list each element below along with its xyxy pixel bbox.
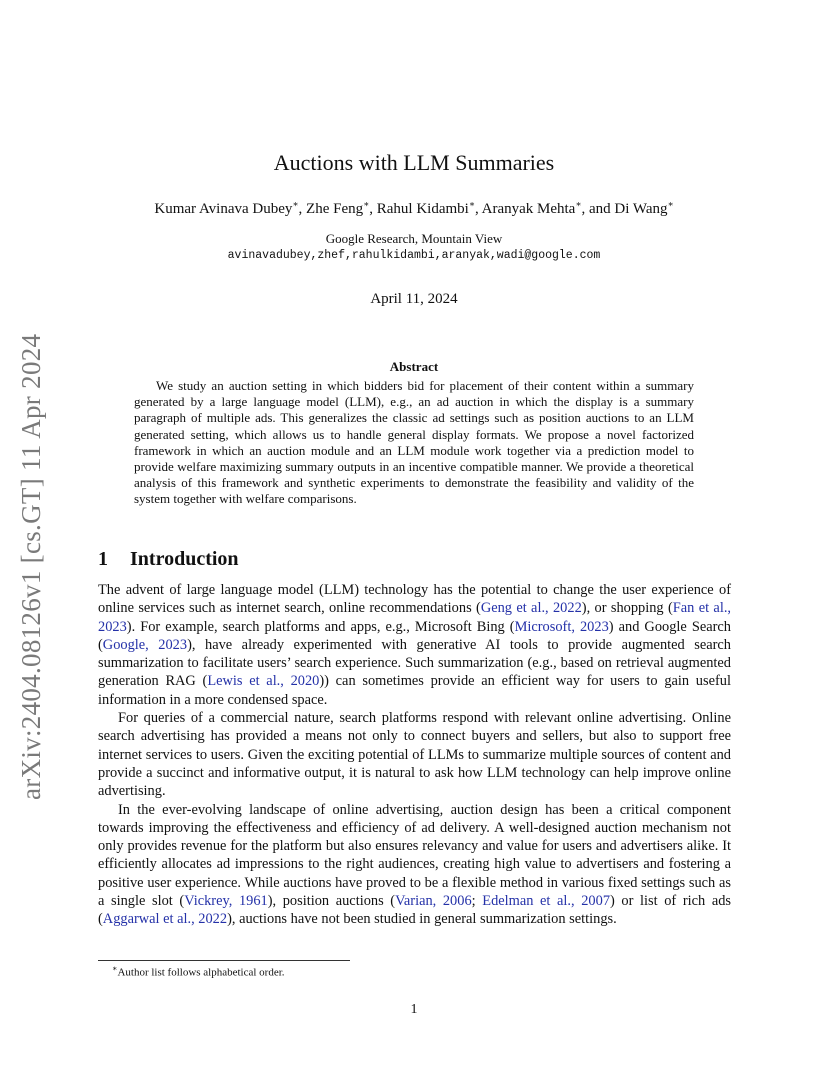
abstract-text: We study an auction setting in which bidders bid for placement of their content within a summary generated by a large language model (LLM), e.g., an ad auction in which the display is a summary paragraph of multiple ads. This generalizes the classic ad settings such as position auctions to an LLM generated setting, which allows us to handle general display formats. We propose a novel factorized framework in which an auction module and an LLM module work together via a prediction model to provide welfare maximizing summary outputs in an incentive compatible manner. We provide a theoretical analysis of this framework and synthetic experiments to demonstrate the feasibility and validity of the system together with welfare comparisons. (134, 378, 694, 507)
section-number: 1 (98, 548, 108, 570)
paragraph-2: For queries of a commercial nature, search platforms respond with relevant online advertising. Online search advertising has provided a means not only to connect buyers and sellers, but also to support free internet services to users. Given the exciting potential of LLMs to summarize multiple sources of content and provide a succinct and informative output, it is natural to ask how LLM technology can help improve online advertising. (98, 710, 731, 800)
introduction-body (98, 581, 731, 929)
author-name: Kumar Avinava Dubey (154, 201, 293, 217)
author-footnote-mark: ∗ (575, 199, 582, 209)
author-list (0, 199, 828, 218)
section-title: Introduction (130, 548, 239, 570)
citation-link[interactable]: Google, 2023 (102, 636, 188, 653)
author-footnote-mark: ∗ (667, 199, 674, 209)
paragraph-1 (98, 581, 731, 709)
section-heading (98, 548, 239, 571)
citation-link[interactable]: Vickrey, 1961 (184, 893, 268, 910)
abstract-heading: Abstract (389, 359, 439, 374)
footnote-mark: ∗ (112, 964, 118, 973)
citation-link[interactable]: Lewis et al., 2020 (207, 673, 320, 690)
author-footnote-mark: ∗ (468, 199, 475, 209)
paragraph-text: ), have already experimented with generative AI tools to provide augmented search summarization to facilitate users’ search experience. Such summarization (e.g., based on retrieval augmented generation RAG ( (98, 636, 731, 690)
author-footnote-mark: ∗ (363, 199, 370, 209)
author-separator: , (369, 201, 377, 217)
arxiv-identifier-stamp[interactable]: arXiv:2404.08126v1 [cs.GT] 11 Apr 2024 (16, 333, 46, 800)
paragraph-text: ) or list of rich ads ( (98, 893, 731, 928)
paper-date: April 11, 2024 (370, 291, 458, 307)
page-number: 1 (410, 1002, 418, 1017)
paragraph-text: In the ever-evolving landscape of online advertising, auction design has been a critical component towards improving the effectiveness and efficiency of ad delivery. A well-designed auction mechanism not only provides revenue for the platform but also ensures relevancy and value for users and advertisers alike. It efficiently allocates ad impressions to the right audiences, creating high value to advertisers and fostering a positive user experience. While auctions have proved to be a flexible method in various fixed settings such as a single slot ( (98, 801, 731, 910)
author-emails: avinavadubey,zhef,rahulkidambi,aranyak,wadi@google.com (227, 249, 601, 262)
footnote (112, 964, 285, 979)
footnote-rule (98, 960, 350, 961)
paragraph-text: ). For example, search platforms and apps, e.g., Microsoft Bing ( (126, 618, 515, 635)
paragraph-text: ), auctions have not been studied in general summarization settings. (227, 911, 617, 928)
author-name: Di Wang (614, 201, 668, 217)
affiliation: Google Research, Mountain View (325, 231, 503, 246)
author-name: Zhe Feng (306, 201, 364, 217)
paper-title: Auctions with LLM Summaries (273, 150, 555, 175)
citation-link[interactable]: Aggarwal et al., 2022 (102, 911, 228, 928)
footnote-text: Author list follows alphabetical order. (117, 966, 285, 979)
author-separator: , and (581, 201, 615, 217)
citation-link[interactable]: Geng et al., 2022 (480, 600, 582, 617)
citation-link[interactable]: Fan et al., 2023 (98, 600, 732, 635)
citation-link[interactable]: Varian, 2006 (395, 893, 472, 910)
citation-link[interactable]: Microsoft, 2023 (514, 618, 609, 635)
author-name: Aranyak Mehta (481, 201, 576, 217)
author-separator: , (474, 201, 482, 217)
paragraph-text: ; (471, 893, 483, 910)
paragraph-text: )) can sometimes provide an efficient way for users to gain useful information in a more condensed space. (98, 673, 731, 708)
paragraph-3 (98, 801, 731, 929)
citation-link[interactable]: Edelman et al., 2007 (482, 893, 611, 910)
paragraph-text: ) and Google Search ( (98, 618, 732, 653)
author-separator: , (298, 201, 307, 217)
paragraph-text: The advent of large language model (LLM) technology has the potential to change the user experience of online services such as internet search, online recommendations ( (98, 582, 731, 617)
paragraph-text: ), position auctions ( (267, 893, 396, 910)
author-name: Rahul Kidambi (376, 201, 469, 217)
paragraph-text: ), or shopping ( (581, 600, 673, 617)
author-footnote-mark[interactable]: ∗ (292, 199, 299, 209)
